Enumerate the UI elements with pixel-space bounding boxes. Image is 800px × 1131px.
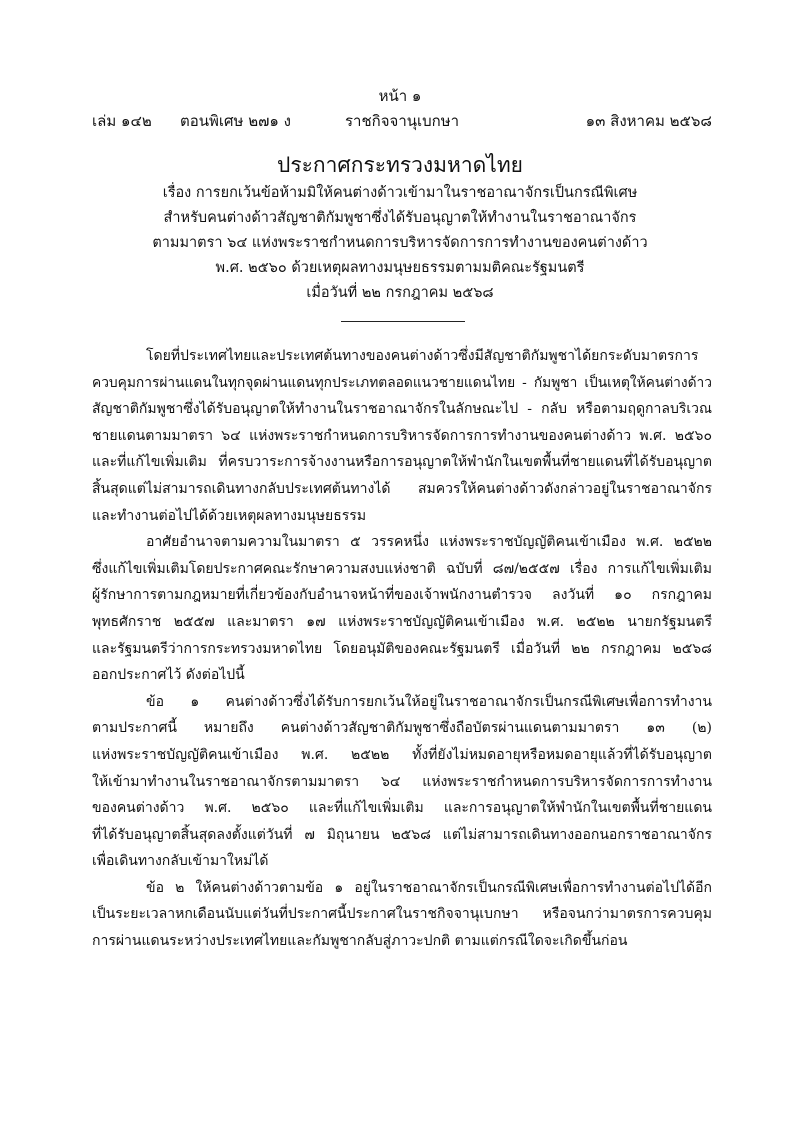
text-line: ควบคุมการผ่านแดนในทุกจุดผ่านแดนทุกประเภทตลอดแนวชายแดนไทย - กัมพูชา เป็นเหตุให้คนต่างด้าว [92, 374, 712, 391]
title-divider [341, 321, 465, 322]
announcement-body [92, 343, 712, 955]
volume-number: เล่ม ๑๔๒ [92, 112, 152, 130]
subject-line: พ.ศ. ๒๕๖๐ ด้วยเหตุผลทางมนุษยธรรมตามมติคณะรัฐมนตรี [215, 260, 585, 276]
text-line: การผ่านแดนระหว่างประเทศไทยและกัมพูชากลับสู่ภาวะปกติ ตามแต่กรณีใดจะเกิดขึ้นก่อน [92, 933, 628, 950]
text-line: ออกประกาศไว้ ดังต่อไปนี้ [92, 667, 245, 684]
text-line: พุทธศักราช ๒๕๕๗ และมาตรา ๑๗ แห่งพระราชบัญญัติคนเข้าเมือง พ.ศ. ๒๕๒๒ นายกรัฐมนตรี [92, 613, 712, 630]
publication-date: ๑๓ สิงหาคม ๒๕๖๘ [585, 112, 712, 130]
text-line: ซึ่งแก้ไขเพิ่มเติมโดยประกาศคณะรักษาความสงบแห่งชาติ ฉบับที่ ๘๗/๒๕๕๗ เรื่อง การแก้ไขเพิ่มเติม [92, 560, 712, 577]
text-line: ตามประกาศนี้ หมายถึง คนต่างด้าวสัญชาติกัมพูชาซึ่งถือบัตรผ่านแดนตามมาตรา ๑๓ (๒) [92, 720, 712, 737]
page-number: หน้า ๑ [378, 87, 422, 105]
text-line: สิ้นสุดแต่ไม่สามารถเดินทางกลับประเทศต้นทางได้ สมควรให้คนต่างด้าวดังกล่าวอยู่ในราชอาณาจักร [92, 480, 712, 497]
text-line: สัญชาติกัมพูชาซึ่งได้รับอนุญาตให้ทำงานในราชอาณาจักรในลักษณะไป - กลับ หรือตามฤดูกาลบริเวณ [92, 401, 712, 418]
text-line: ข้อ ๒ ให้คนต่างด้าวตามข้อ ๑ อยู่ในราชอาณาจักรเป็นกรณีพิเศษเพื่อการทำงานต่อไปได้อีก [146, 879, 712, 896]
authority-paragraph [92, 529, 712, 689]
clause-1-paragraph [92, 689, 712, 875]
text-line: และที่แก้ไขเพิ่มเติม ที่ครบวาระการจ้างงานหรือการอนุญาตให้พำนักในเขตพื้นที่ชายแดนที่ได้รับอนุญาต [92, 454, 712, 471]
text-line: แห่งพระราชบัญญัติคนเข้าเมือง พ.ศ. ๒๕๒๒ ทั้งที่ยังไม่หมดอายุหรือหมดอายุแล้วที่ได้รับอนุญาต [92, 746, 712, 763]
announcement-subject [120, 181, 680, 306]
text-line: ที่ได้รับอนุญาตสิ้นสุดลงตั้งแต่วันที่ ๗ มิถุนายน ๒๕๖๘ แต่ไม่สามารถเดินทางออกนอกราชอาณาจักร [92, 826, 712, 843]
text-line: ชายแดนตามมาตรา ๖๔ แห่งพระราชกำหนดการบริหารจัดการการทำงานของคนต่างด้าว พ.ศ. ๒๕๖๐ [92, 427, 712, 444]
gazette-header [92, 110, 712, 132]
text-line: เพื่อเดินทางกลับเข้ามาใหม่ได้ [92, 853, 269, 870]
text-line: โดยที่ประเทศไทยและประเทศต้นทางของคนต่างด้าวซึ่งมีสัญชาติกัมพูชาได้ยกระดับมาตรการ [146, 348, 699, 364]
text-line: และทำงานต่อไปได้ด้วยเหตุผลทางมนุษยธรรม [92, 507, 367, 524]
text-line: เป็นระยะเวลาหกเดือนนับแต่วันที่ประกาศนี้ประกาศในราชกิจจานุเบกษา หรือจนกว่ามาตรการควบคุม [92, 906, 712, 923]
text-line: อาศัยอำนาจตามความในมาตรา ๕ วรรคหนึ่ง แห่งพระราชบัญญัติคนเข้าเมือง พ.ศ. ๒๕๒๒ [146, 534, 712, 551]
subject-line: สำหรับคนต่างด้าวสัญชาติกัมพูชาซึ่งได้รับอนุญาตให้ทำงานในราชอาณาจักร [163, 210, 637, 226]
preamble-paragraph [92, 343, 712, 529]
subject-line: เรื่อง การยกเว้นข้อห้ามมิให้คนต่างด้าวเข้ามาในราชอาณาจักรเป็นกรณีพิเศษ [162, 185, 638, 201]
subject-line: เมื่อวันที่ ๒๒ กรกฎาคม ๒๕๖๘ [306, 285, 494, 301]
text-line: และรัฐมนตรีว่าการกระทรวงมหาดไทย โดยอนุมัติของคณะรัฐมนตรี เมื่อวันที่ ๒๒ กรกฎาคม ๒๕๖๘ [92, 640, 712, 657]
subject-line: ตามมาตรา ๖๔ แห่งพระราชกำหนดการบริหารจัดการการทำงานของคนต่างด้าว [152, 235, 648, 251]
text-line: ให้เข้ามาทำงานในราชอาณาจักรตามมาตรา ๖๔ แห่งพระราชกำหนดการบริหารจัดการการทำงาน [92, 773, 712, 790]
issue-number: ตอนพิเศษ ๒๗๑ ง [180, 112, 291, 130]
text-line: ผู้รักษาการตามกฎหมายที่เกี่ยวข้องกับอำนาจหน้าที่ของเจ้าพนักงานตำรวจ ลงวันที่ ๑๐ กรกฎาคม [92, 587, 712, 604]
clause-2-paragraph [92, 875, 712, 955]
text-line: ข้อ ๑ คนต่างด้าวซึ่งได้รับการยกเว้นให้อยู่ในราชอาณาจักรเป็นกรณีพิเศษเพื่อการทำงาน [146, 693, 712, 710]
text-line: ของคนต่างด้าว พ.ศ. ๒๕๖๐ และที่แก้ไขเพิ่มเติม และการอนุญาตให้พำนักในเขตพื้นที่ชายแดน [92, 800, 712, 817]
announcement-title: ประกาศกระทรวงมหาดไทย [277, 153, 523, 177]
gazette-name: ราชกิจจานุเบกษา [345, 112, 460, 130]
